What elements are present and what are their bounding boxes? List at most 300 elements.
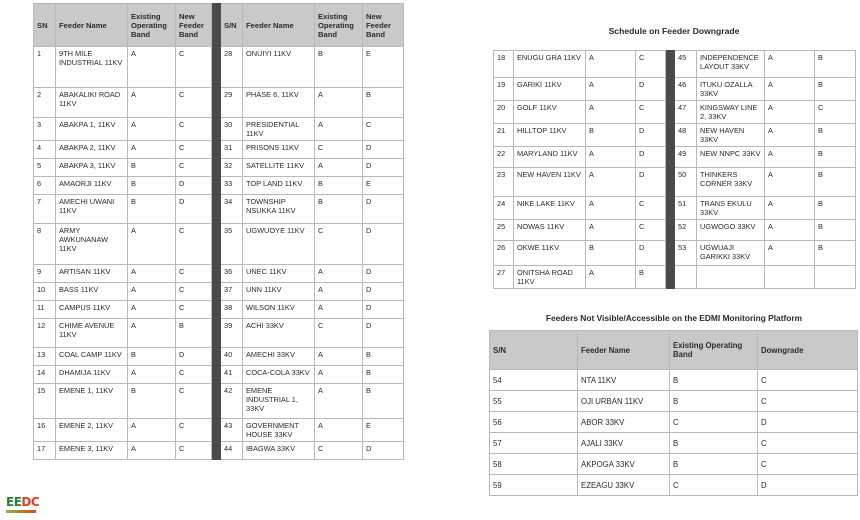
table-cell: A (586, 147, 636, 168)
table-cell: A (765, 124, 815, 147)
table-cell: D (636, 147, 666, 168)
table-cell: A (586, 51, 636, 78)
table-cell: C (758, 454, 858, 475)
table-cell: B (586, 241, 636, 266)
table-cell: B (815, 168, 856, 197)
table-row (494, 51, 856, 78)
table-cell: B (815, 197, 856, 220)
table-cell: B (815, 51, 856, 78)
table-cell: B (176, 319, 212, 348)
table-cell: 52 (675, 220, 697, 241)
table-cell: D (363, 265, 404, 283)
col-header: Downgrade (758, 331, 858, 370)
table-cell: B (815, 124, 856, 147)
table-cell: 49 (675, 147, 697, 168)
table-cell: 4 (34, 141, 56, 159)
col-header: New Feeder Band (363, 4, 404, 47)
table-cell: A (315, 419, 363, 442)
column-separator (212, 141, 221, 159)
table-cell: 53 (675, 241, 697, 266)
logo-stripe (6, 510, 36, 513)
table-cell: EMENE 1, 11KV (56, 384, 128, 419)
table-row (34, 47, 404, 88)
column-separator (212, 265, 221, 283)
table-cell: B (128, 348, 176, 366)
table-cell: C (315, 141, 363, 159)
table-cell: A (586, 266, 636, 289)
table-cell (697, 266, 765, 289)
table-cell: ABAKPA 2, 11KV (56, 141, 128, 159)
table-cell: B (670, 433, 758, 454)
table-cell: 18 (494, 51, 514, 78)
table-cell: A (128, 301, 176, 319)
table-cell: 11 (34, 301, 56, 319)
table-cell: EZEAGU 33KV (578, 475, 670, 496)
table-row (494, 266, 856, 289)
feeder-table-left (33, 3, 404, 460)
table-cell: 16 (34, 419, 56, 442)
table-cell: UNEC 11KV (243, 265, 315, 283)
col-header: Feeder Name (56, 4, 128, 47)
table-cell: 44 (221, 442, 243, 460)
table-cell: D (636, 124, 666, 147)
table-cell: PRISONS 11KV (243, 141, 315, 159)
table-cell: GARIKI 11KV (514, 78, 586, 101)
table-cell: B (670, 454, 758, 475)
table-cell: A (128, 442, 176, 460)
table-cell: 7 (34, 195, 56, 224)
table-cell: C (758, 391, 858, 412)
table-row (34, 224, 404, 265)
column-separator (212, 224, 221, 265)
table-cell: 19 (494, 78, 514, 101)
table-cell: 23 (494, 168, 514, 197)
table-cell: D (363, 224, 404, 265)
table-cell: C (176, 159, 212, 177)
table-cell: D (758, 412, 858, 433)
table-cell: NEW HAVEN 33KV (697, 124, 765, 147)
col-header: New Feeder Band (176, 4, 212, 47)
table-cell: OKWE 11KV (514, 241, 586, 266)
logo-wordmark: EEDC (6, 495, 40, 509)
table-cell: C (176, 301, 212, 319)
table-row (34, 195, 404, 224)
column-separator (212, 195, 221, 224)
table-cell: 54 (490, 370, 578, 391)
table-row (490, 433, 858, 454)
table-cell: ACHI 33KV (243, 319, 315, 348)
table-row (490, 412, 858, 433)
table-cell: A (128, 366, 176, 384)
table-cell: 33 (221, 177, 243, 195)
table-cell: 28 (221, 47, 243, 88)
table-row (494, 168, 856, 197)
table-cell: B (363, 88, 404, 118)
table-cell: 13 (34, 348, 56, 366)
table-row (490, 370, 858, 391)
table-cell: IBAGWA 33KV (243, 442, 315, 460)
table-cell: 27 (494, 266, 514, 289)
table-cell: TRANS EKULU 33KV (697, 197, 765, 220)
table-cell: 3 (34, 118, 56, 141)
table-cell: 5 (34, 159, 56, 177)
table-cell: D (363, 141, 404, 159)
col-header: Existing Operating Band (315, 4, 363, 47)
table-cell: A (765, 78, 815, 101)
table-row (494, 147, 856, 168)
table-cell: 1 (34, 47, 56, 88)
table-cell: 56 (490, 412, 578, 433)
table-cell: C (176, 265, 212, 283)
table-cell: 38 (221, 301, 243, 319)
column-separator (666, 51, 675, 78)
table-cell: C (315, 319, 363, 348)
feeder-table-right (493, 50, 856, 289)
table-cell: DHAMIJA 11KV (56, 366, 128, 384)
table-row (34, 159, 404, 177)
table-cell: NIKE LAKE 11KV (514, 197, 586, 220)
table-cell: A (128, 224, 176, 265)
table-cell: A (765, 241, 815, 266)
table-cell: 34 (221, 195, 243, 224)
table-cell: A (315, 88, 363, 118)
table-cell: 9TH MILE INDUSTRIAL 11KV (56, 47, 128, 88)
table-cell: B (315, 195, 363, 224)
table-cell: 21 (494, 124, 514, 147)
table-cell: 14 (34, 366, 56, 384)
company-logo (6, 496, 40, 518)
header-row (34, 4, 404, 47)
table-cell: ONITSHA ROAD 11KV (514, 266, 586, 289)
table-cell: D (176, 177, 212, 195)
table-cell: ABAKPA 3, 11KV (56, 159, 128, 177)
table-cell: PRESIDENTIAL 11KV (243, 118, 315, 141)
table-cell: E (363, 419, 404, 442)
table-cell: 46 (675, 78, 697, 101)
table-cell: 12 (34, 319, 56, 348)
table-cell: C (670, 412, 758, 433)
table-cell: MARYLAND 11KV (514, 147, 586, 168)
table-cell: A (586, 220, 636, 241)
table-cell: A (765, 197, 815, 220)
table-cell: EMENE INDUSTRIAL 1, 33KV (243, 384, 315, 419)
table-cell: KINGSWAY LINE 2, 33KV (697, 101, 765, 124)
table-cell: C (176, 118, 212, 141)
table-cell: D (176, 195, 212, 224)
table-row (34, 348, 404, 366)
table-cell: A (128, 319, 176, 348)
table-cell: 58 (490, 454, 578, 475)
column-separator (212, 348, 221, 366)
table-cell: A (765, 51, 815, 78)
table-cell: 35 (221, 224, 243, 265)
table-cell: C (176, 419, 212, 442)
table-row (34, 283, 404, 301)
table-cell: A (315, 348, 363, 366)
table-cell: B (815, 241, 856, 266)
table-cell: E (363, 177, 404, 195)
table-cell: UGWOGO 33KV (697, 220, 765, 241)
table-cell: 47 (675, 101, 697, 124)
table-cell: 45 (675, 51, 697, 78)
table-row (34, 141, 404, 159)
table-row (34, 442, 404, 460)
table-cell: B (586, 124, 636, 147)
col-header: Existing Operating Band (128, 4, 176, 47)
table-cell: D (636, 78, 666, 101)
table-cell: C (636, 220, 666, 241)
table-row (34, 366, 404, 384)
table-cell: A (315, 159, 363, 177)
column-separator (666, 101, 675, 124)
column-separator (666, 220, 675, 241)
col-header: S/N (221, 4, 243, 47)
table-cell: B (128, 384, 176, 419)
table-cell: NTA 11KV (578, 370, 670, 391)
table-cell: D (758, 475, 858, 496)
column-separator (666, 147, 675, 168)
table-cell: B (315, 47, 363, 88)
column-separator (666, 266, 675, 289)
table-cell: A (128, 47, 176, 88)
col-header: Feeder Name (578, 331, 670, 370)
table-row (494, 101, 856, 124)
table-cell: D (176, 348, 212, 366)
table-cell: C (176, 442, 212, 460)
column-separator (666, 78, 675, 101)
column-separator (212, 88, 221, 118)
schedule-title: Schedule on Feeder Downgrade (608, 26, 740, 36)
table-cell: D (363, 442, 404, 460)
table-row (490, 391, 858, 412)
table-cell: C (815, 101, 856, 124)
table-cell: B (363, 348, 404, 366)
table-cell: 36 (221, 265, 243, 283)
table-cell: WILSON 11KV (243, 301, 315, 319)
table-cell: TOWNSHIP NSUKKA 11KV (243, 195, 315, 224)
table-cell: 59 (490, 475, 578, 496)
table-cell: A (765, 101, 815, 124)
table-row (494, 78, 856, 101)
table-cell: COCA-COLA 33KV (243, 366, 315, 384)
table-cell: ARTISAN 11KV (56, 265, 128, 283)
table-cell: THINKERS CORNER 33KV (697, 168, 765, 197)
table-cell: A (128, 88, 176, 118)
table-cell: 31 (221, 141, 243, 159)
right-table-body (494, 51, 856, 289)
table-cell: D (363, 301, 404, 319)
column-separator (212, 301, 221, 319)
table-cell: A (128, 265, 176, 283)
table-cell: 42 (221, 384, 243, 419)
table-cell: C (636, 51, 666, 78)
table-cell: NEW HAVEN 11KV (514, 168, 586, 197)
table-cell: UGWUAJI GARIKKI 33KV (697, 241, 765, 266)
table-cell: SATELLITE 11KV (243, 159, 315, 177)
table-cell: A (586, 197, 636, 220)
table-cell: ARMY AWKUNANAW 11KV (56, 224, 128, 265)
table-cell: C (176, 283, 212, 301)
left-table-body (34, 47, 404, 460)
table-cell: A (128, 141, 176, 159)
table-cell: D (363, 195, 404, 224)
table-cell: C (363, 118, 404, 141)
table-cell: B (128, 177, 176, 195)
table-cell: B (128, 195, 176, 224)
table-cell (765, 266, 815, 289)
table-cell: NOWAS 11KV (514, 220, 586, 241)
table-cell: CHIME AVENUE 11KV (56, 319, 128, 348)
table-cell: 37 (221, 283, 243, 301)
table-cell: 32 (221, 159, 243, 177)
table-cell: C (636, 101, 666, 124)
table-cell: 55 (490, 391, 578, 412)
table-cell: B (815, 220, 856, 241)
table-cell: A (128, 419, 176, 442)
table-cell: 20 (494, 101, 514, 124)
table-cell: A (315, 118, 363, 141)
table-cell: C (176, 88, 212, 118)
table-cell: C (176, 141, 212, 159)
column-separator (212, 419, 221, 442)
table-row (490, 454, 858, 475)
table-cell: D (363, 319, 404, 348)
not-visible-table (489, 330, 858, 496)
table-cell: B (128, 159, 176, 177)
table-cell: A (765, 220, 815, 241)
table-cell: C (176, 47, 212, 88)
table-cell: 26 (494, 241, 514, 266)
table-cell: C (315, 224, 363, 265)
table-cell: D (636, 168, 666, 197)
table-cell: B (670, 370, 758, 391)
table-cell: CAMPUS 11KV (56, 301, 128, 319)
table-cell: A (315, 283, 363, 301)
table-cell: A (586, 168, 636, 197)
header-row (490, 331, 858, 370)
table-cell: B (815, 147, 856, 168)
table-cell: AJALI 33KV (578, 433, 670, 454)
table-cell: AMECHI 33KV (243, 348, 315, 366)
table-cell: UNN 11KV (243, 283, 315, 301)
table-cell: AKPOGA 33KV (578, 454, 670, 475)
table-cell: C (176, 366, 212, 384)
table-cell: 43 (221, 419, 243, 442)
table-cell: C (315, 442, 363, 460)
table-cell: ABAKALIKI ROAD 11KV (56, 88, 128, 118)
col-header: SN (34, 4, 56, 47)
table-cell: A (128, 283, 176, 301)
table-cell: 25 (494, 220, 514, 241)
table-cell: UGWUOYE 11KV (243, 224, 315, 265)
table-cell: C (758, 433, 858, 454)
table-cell: OJI URBAN 11KV (578, 391, 670, 412)
table-cell: 39 (221, 319, 243, 348)
column-separator (212, 47, 221, 88)
column-separator (212, 4, 221, 47)
table-cell: 51 (675, 197, 697, 220)
table-cell: C (758, 370, 858, 391)
column-separator (212, 442, 221, 460)
table-cell: A (765, 168, 815, 197)
table-cell: B (315, 177, 363, 195)
column-separator (666, 197, 675, 220)
table-row (34, 265, 404, 283)
table-cell: D (636, 241, 666, 266)
table-cell: 48 (675, 124, 697, 147)
table-cell: D (363, 283, 404, 301)
column-separator (212, 319, 221, 348)
column-separator (212, 118, 221, 141)
table-cell: B (670, 391, 758, 412)
table-row (34, 177, 404, 195)
table-cell: A (315, 384, 363, 419)
table-row (490, 475, 858, 496)
column-separator (666, 241, 675, 266)
table-cell: GOLF 11KV (514, 101, 586, 124)
table-cell: 24 (494, 197, 514, 220)
not-visible-body (490, 370, 858, 496)
table-cell: A (586, 101, 636, 124)
table-cell: 10 (34, 283, 56, 301)
table-row (494, 197, 856, 220)
table-cell: C (176, 224, 212, 265)
table-cell: 29 (221, 88, 243, 118)
column-separator (666, 168, 675, 197)
table-cell: D (363, 159, 404, 177)
table-row (34, 88, 404, 118)
table-cell: B (636, 266, 666, 289)
table-cell: GOVERNMENT HOUSE 33KV (243, 419, 315, 442)
col-header: Existing Operating Band (670, 331, 758, 370)
table-cell: C (176, 384, 212, 419)
column-separator (212, 159, 221, 177)
table-cell: 22 (494, 147, 514, 168)
table-cell: 50 (675, 168, 697, 197)
table-cell: C (670, 475, 758, 496)
table-cell: EMENE 3, 11KV (56, 442, 128, 460)
table-cell: A (586, 78, 636, 101)
table-cell: 9 (34, 265, 56, 283)
table-cell: EMENE 2, 11KV (56, 419, 128, 442)
table-cell: HILLTOP 11KV (514, 124, 586, 147)
table-cell (815, 266, 856, 289)
table-cell: 8 (34, 224, 56, 265)
table-cell: TOP LAND 11KV (243, 177, 315, 195)
column-separator (212, 283, 221, 301)
table-cell: COAL CAMP 11KV (56, 348, 128, 366)
table-row (34, 301, 404, 319)
table-cell: 6 (34, 177, 56, 195)
col-header: Feeder Name (243, 4, 315, 47)
table-cell: 15 (34, 384, 56, 419)
table-cell: B (363, 366, 404, 384)
table-row (34, 319, 404, 348)
table-cell: A (128, 118, 176, 141)
column-separator (212, 177, 221, 195)
column-separator (212, 384, 221, 419)
table-cell: ITUKU OZALLA 33KV (697, 78, 765, 101)
col-header: S/N (490, 331, 578, 370)
table-row (494, 124, 856, 147)
table-cell: AMAORJI 11KV (56, 177, 128, 195)
table-cell: E (363, 47, 404, 88)
table-cell: B (363, 384, 404, 419)
table-row (34, 384, 404, 419)
table-cell: 57 (490, 433, 578, 454)
table-cell: ONUIYI 11KV (243, 47, 315, 88)
table-cell: B (815, 78, 856, 101)
